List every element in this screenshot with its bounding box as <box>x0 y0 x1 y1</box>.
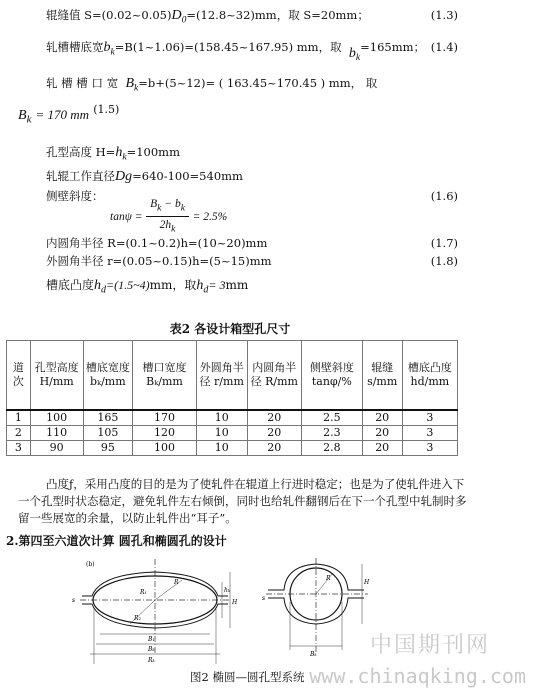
table-header-row <box>7 341 458 411</box>
formula-1-5-line2 <box>18 103 120 127</box>
round-pass-diagram <box>262 554 372 666</box>
table-cell: 2 <box>7 426 31 441</box>
formula-text: =165mm； <box>360 40 426 54</box>
formula-text: 轧槽槽底宽 <box>46 40 104 54</box>
formula-1-6 <box>110 196 227 238</box>
math-subscript: d <box>101 284 107 296</box>
header-wall-slope: 侧壁斜度 tanφ/% <box>302 341 363 411</box>
formula-text: mm，取 <box>149 278 197 292</box>
table-cell: 1 <box>7 410 31 426</box>
equation-number: (1.4) <box>430 40 458 54</box>
equation-number: (1.7) <box>430 236 458 250</box>
table-cell: 90 <box>30 441 83 456</box>
watermark-url: www.chinaqking.com <box>309 664 526 688</box>
table-cell: 2.8 <box>302 441 363 456</box>
formula-height <box>46 145 180 164</box>
math-symbol: h <box>94 278 102 293</box>
watermark-logo-text: 中国期刊网 <box>369 633 490 658</box>
formula-text: = 3 <box>208 278 226 292</box>
header-top-width: 槽口宽度 Bₖ/mm <box>133 341 197 411</box>
math-symbol: b <box>348 46 356 61</box>
math-subscript: d <box>203 284 209 296</box>
section-title: 2.第四至六道次计算 圆孔和椭圆孔的设计 <box>6 534 227 548</box>
math-symbol: h <box>115 145 123 160</box>
math-symbol: B <box>18 108 27 123</box>
table-cell: 3 <box>402 426 457 441</box>
formula-text: =b+(5~12)= ( 163.45~170.45 ) mm， 取 <box>138 76 378 90</box>
table-cell: 3 <box>7 441 31 456</box>
diagram-label: H <box>364 579 370 586</box>
equation-number: (1.6) <box>430 189 458 203</box>
formula-text: =100mm <box>126 145 180 159</box>
math-symbol: − b <box>161 198 181 210</box>
table-cell: 20 <box>247 441 302 456</box>
diagram-label: Bₖ <box>310 651 317 658</box>
table-cell: 95 <box>83 441 133 456</box>
table-cell: 3 <box>402 410 457 426</box>
math-subscript: k <box>122 151 127 163</box>
math-subscript: k <box>355 52 361 64</box>
table-cell: 20 <box>362 426 402 441</box>
formula-roll-diameter <box>46 169 243 184</box>
formula-text: 孔型高度 H= <box>46 145 116 159</box>
formula-text: =640-100=540mm <box>132 169 243 183</box>
formula-text: = 170 mm <box>35 107 90 122</box>
math-subscript: k <box>180 202 185 214</box>
diagram-label: Rₖ <box>148 657 155 664</box>
diagram-label: R <box>326 575 331 582</box>
diagram-label: s <box>262 595 266 602</box>
formula-text: 辊缝值 S=(0.02~0.05) <box>46 8 172 22</box>
formula-1-8: 外圆角半径 r=(0.05~0.15)h=(5~15)mm <box>46 254 272 268</box>
math-lhs: tanψ = <box>110 210 143 223</box>
table-cell: 20 <box>247 410 302 426</box>
formula-text: 轧 槽 槽 口 宽 <box>46 76 119 90</box>
fraction <box>146 196 189 238</box>
header-convexity: 槽底凸度 hd/mm <box>402 341 457 411</box>
table-cell: 165 <box>83 410 133 426</box>
math-symbol: B <box>125 76 134 91</box>
table-cell: 20 <box>247 426 302 441</box>
formula-1-5-line1 <box>46 76 377 95</box>
math-subscript: k <box>134 82 139 94</box>
math-symbol: 2h <box>159 219 172 232</box>
table-row <box>7 426 458 441</box>
table-caption: 表2 各设计箱型孔尺寸 <box>169 322 291 336</box>
math-symbol: Dg <box>115 169 133 184</box>
diagram-label: (b) <box>86 561 95 568</box>
table-cell: 120 <box>133 426 197 441</box>
diagram-label: R₂ <box>134 615 141 622</box>
formula-text: =(12.8~32)mm，取 S=20mm； <box>186 8 369 22</box>
diagram-label: R₁ <box>140 589 147 596</box>
diagram-label: s <box>72 597 76 604</box>
formula-text: =(1.5~4) <box>106 278 150 292</box>
oval-pass-diagram <box>70 554 240 672</box>
formula-convexity <box>46 278 248 297</box>
math-subscript: k <box>110 46 115 58</box>
table-row <box>7 441 458 456</box>
table-cell: 100 <box>30 410 83 426</box>
header-bottom-width: 槽底宽度 bₖ/mm <box>83 341 133 411</box>
table-cell: 2.3 <box>302 426 363 441</box>
math-symbol: h <box>196 278 204 293</box>
figure-caption: 图2 椭圆—圆孔型系统 <box>190 670 305 684</box>
diagram-label: Bₖ <box>148 646 155 653</box>
formula-text: 轧辊工作直径 <box>46 169 115 183</box>
math-subscript: k <box>171 223 176 235</box>
math-symbol: b <box>103 40 111 55</box>
math-subscript: k <box>157 202 162 214</box>
equation-number: (1.3) <box>430 8 458 22</box>
formula-text: = 2.5% <box>192 210 228 223</box>
equation-number: (1.8) <box>430 254 458 268</box>
body-paragraph: 凸度ƒ，采用凸度的目的是为了使轧件在辊道上行进时稳定；也是为了使轧件进入下一个孔型时状态稳定，避免轧件左右倾倒，同时也给轧件翻钢后在下一个孔型中轧制时多留一些展宽的余量，以防止轧件出“耳子”。 <box>18 477 467 525</box>
table-cell: 3 <box>402 441 457 456</box>
pass-dimension-table <box>6 340 458 456</box>
header-height: 孔型高度 H/mm <box>30 341 83 411</box>
math-subscript: 0 <box>181 14 187 26</box>
table-cell: 105 <box>83 426 133 441</box>
header-pass: 道次 <box>7 341 31 411</box>
table-cell: 10 <box>196 441 247 456</box>
formula-text: =B(1~1.06)=(158.45~167.95) mm，取 <box>114 40 342 54</box>
math-subscript: k <box>26 113 32 126</box>
table-cell: 10 <box>196 410 247 426</box>
header-roll-gap: 辊缝 s/mm <box>362 341 402 411</box>
diagram-label: H <box>232 599 238 606</box>
header-outer-radius: 外圆角半径 r/mm <box>196 341 247 411</box>
diagram-label: hₖ <box>224 587 231 594</box>
math-symbol: B <box>150 198 158 210</box>
diagram-label: B₁ <box>148 636 155 643</box>
table-cell: 20 <box>362 410 402 426</box>
equation-number: (1.5) <box>93 103 120 116</box>
table-cell: 100 <box>133 441 197 456</box>
formula-1-4 <box>46 40 426 64</box>
formula-1-7: 内圆角半径 R=(0.1~0.2)h=(10~20)mm <box>46 236 268 250</box>
formula-text: 槽底凸度 <box>46 278 95 292</box>
header-inner-radius: 内圆角半径 R/mm <box>247 341 302 411</box>
formula-text: 侧壁斜度： <box>46 189 104 203</box>
math-symbol: D <box>171 8 182 23</box>
table-cell: 10 <box>196 426 247 441</box>
formula-1-3 <box>46 8 369 27</box>
table-cell: 2.5 <box>302 410 363 426</box>
table-cell: 110 <box>30 426 83 441</box>
table-row <box>7 410 458 426</box>
table-cell: 170 <box>133 410 197 426</box>
formula-text: mm <box>225 278 249 292</box>
table-cell: 20 <box>362 441 402 456</box>
diagram-label: R <box>174 579 179 586</box>
